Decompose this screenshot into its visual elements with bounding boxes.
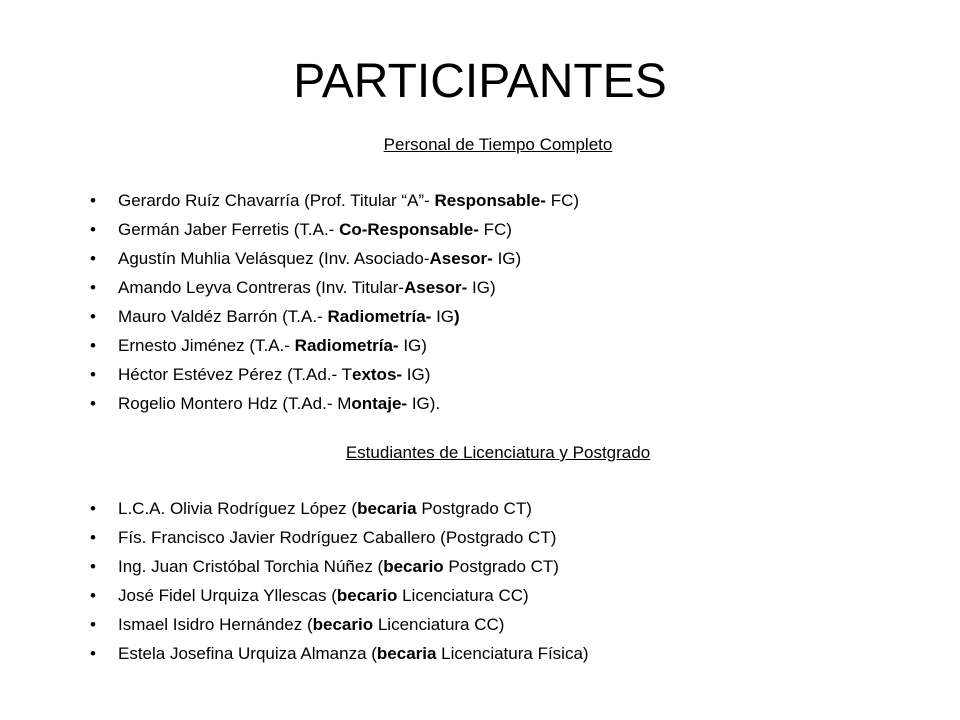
bullet-icon: • xyxy=(90,557,96,576)
bullet-icon: • xyxy=(90,365,96,384)
list-item-text: José Fidel Urquiza Yllescas (becario Licenciatura CC) xyxy=(118,586,529,605)
student-item xyxy=(0,585,900,607)
list-item-text: Rogelio Montero Hdz (T.Ad.- Montaje- IG). xyxy=(118,394,441,413)
student-item xyxy=(0,643,900,665)
bullet-icon: • xyxy=(90,528,96,547)
bullet-icon: • xyxy=(90,394,96,413)
bullet-icon: • xyxy=(90,278,96,297)
student-item xyxy=(0,527,900,549)
staff-item xyxy=(0,393,900,415)
list-item-text: Fís. Francisco Javier Rodríguez Caballero (Postgrado CT) xyxy=(118,528,557,547)
staff-item xyxy=(0,335,900,357)
bullet-icon: • xyxy=(90,615,96,634)
slide-title: PARTICIPANTES xyxy=(293,55,667,108)
staff-item xyxy=(0,248,900,270)
student-item xyxy=(0,614,900,636)
section-heading-staff: Personal de Tiempo Completo xyxy=(383,135,613,154)
student-item xyxy=(0,556,900,578)
bullet-icon: • xyxy=(90,644,96,663)
staff-item xyxy=(0,306,900,328)
bullet-icon: • xyxy=(90,191,96,210)
bullet-icon: • xyxy=(90,336,96,355)
list-item-text: Agustín Muhlia Velásquez (Inv. Asociado-Asesor- IG) xyxy=(118,249,522,268)
list-item-text: Mauro Valdéz Barrón (T.A.- Radiometría- IG) xyxy=(118,307,460,326)
list-item-text: Amando Leyva Contreras (Inv. Titular-Asesor- IG) xyxy=(118,278,496,297)
bullet-icon: • xyxy=(90,586,96,605)
list-item-text: Estela Josefina Urquiza Almanza (becaria Licenciatura Física) xyxy=(118,644,589,663)
staff-item xyxy=(0,277,900,299)
bullet-icon: • xyxy=(90,499,96,518)
list-item-text: Ismael Isidro Hernández (becario Licenciatura CC) xyxy=(118,615,505,634)
bullet-icon: • xyxy=(90,307,96,326)
student-item xyxy=(0,498,900,520)
bullet-icon: • xyxy=(90,249,96,268)
list-item-text: Ing. Juan Cristóbal Torchia Núñez (becario Postgrado CT) xyxy=(118,557,559,576)
list-item-text: L.C.A. Olivia Rodríguez López (becaria Postgrado CT) xyxy=(118,499,532,518)
list-item-text: Héctor Estévez Pérez (T.Ad.- Textos- IG) xyxy=(118,365,431,384)
staff-item xyxy=(0,364,900,386)
section-heading-students: Estudiantes de Licenciatura y Postgrado xyxy=(345,443,651,462)
list-item-text: Gerardo Ruíz Chavarría (Prof. Titular “A”- Responsable- FC) xyxy=(118,191,580,210)
staff-item xyxy=(0,190,900,212)
list-item-text: Ernesto Jiménez (T.A.- Radiometría- IG) xyxy=(118,336,427,355)
bullet-icon: • xyxy=(90,220,96,239)
staff-item xyxy=(0,219,900,241)
list-item-text: Germán Jaber Ferretis (T.A.- Co-Responsable- FC) xyxy=(118,220,512,239)
